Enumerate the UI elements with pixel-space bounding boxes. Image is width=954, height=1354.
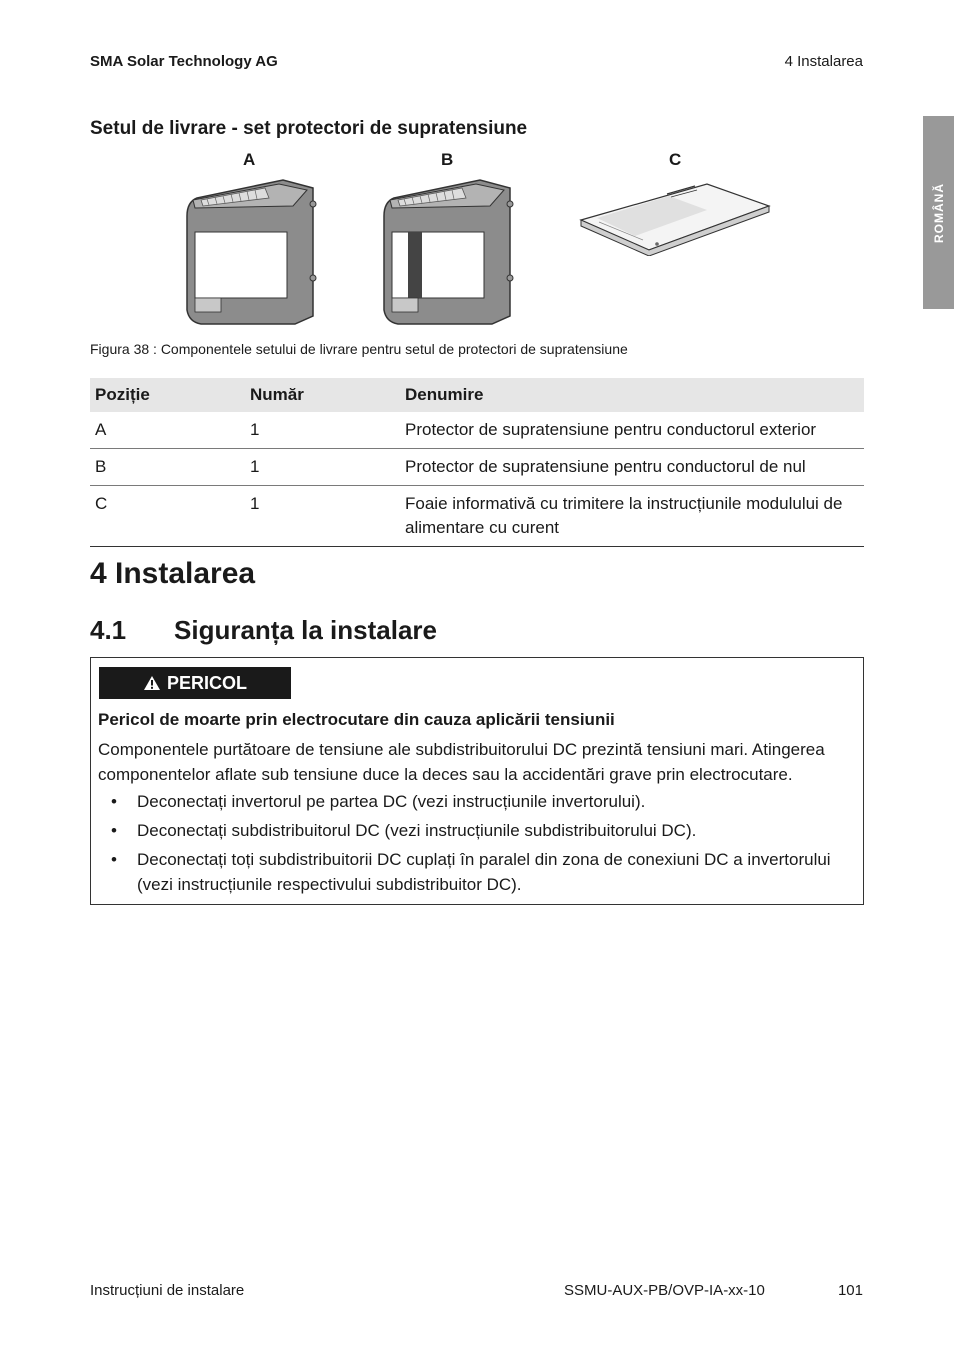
warning-triangle-icon	[143, 675, 161, 691]
table-row	[90, 486, 864, 547]
footer-doc-type: Instrucțiuni de instalare	[90, 1282, 245, 1299]
list-item-text: Deconectați invertorul pe partea DC (vezi instrucțiunile invertorului).	[137, 792, 646, 811]
danger-notice	[90, 657, 864, 905]
column-header-designation: Denumire	[400, 378, 864, 412]
parts-table	[90, 378, 864, 547]
bullet: •	[111, 850, 117, 869]
surge-protector-neutral-illustration	[380, 176, 515, 326]
figure-label-a: A	[243, 150, 256, 169]
footer-doc-code: SSMU-AUX-PB/OVP-IA-xx-10	[564, 1282, 765, 1299]
header-company: SMA Solar Technology AG	[90, 53, 278, 70]
scope-of-delivery-title: Setul de livrare - set protectori de supratensiune	[90, 118, 528, 139]
figure-label-c: C	[669, 150, 682, 169]
table-cell-position: B	[90, 449, 245, 486]
section-number: 4.1	[90, 615, 127, 645]
column-header-quantity: Număr	[245, 378, 400, 412]
surge-protector-outer-illustration	[183, 176, 318, 326]
table-cell-quantity: 1	[245, 449, 400, 486]
figure-label-b: B	[441, 150, 454, 169]
section-title: Siguranța la instalare	[174, 615, 437, 645]
danger-title: Pericol de moarte prin electrocutare din cauza aplicării tensiunii	[98, 710, 615, 729]
table-cell-quantity: 1	[245, 486, 400, 547]
language-tab	[923, 116, 954, 309]
column-header-position: Poziție	[90, 378, 245, 412]
information-leaflet-illustration	[577, 180, 773, 256]
table-cell-designation: Foaie informativă cu trimitere la instrucțiunile modulului de alimentare cu curent	[400, 486, 864, 547]
danger-badge-label: PERICOL	[166, 672, 247, 693]
table-cell-position: A	[90, 412, 245, 449]
list-item	[98, 818, 858, 843]
section-heading	[90, 615, 437, 646]
chapter-title: 4 Instalarea	[90, 557, 256, 590]
danger-badge	[99, 667, 291, 699]
danger-description: Componentele purtătoare de tensiune ale subdistribuitorului DC prezintă tensiuni mari. Atingerea componentelor aflate sub tensiune duce la deces sau la accidentări grave prin electrocutare.	[98, 740, 825, 784]
bullet: •	[111, 821, 117, 840]
list-item	[98, 789, 858, 814]
footer-page-number: 101	[837, 1282, 863, 1299]
list-item-text: Deconectați toți subdistribuitorii DC cuplați în paralel din zona de conexiuni DC a invertorului (vezi instrucțiunile respectivului subdistribuitor DC).	[137, 850, 831, 894]
table-cell-position: C	[90, 486, 245, 547]
figure-caption: Figura 38 : Componentele setului de livrare pentru setul de protectori de supratensiune	[90, 341, 628, 357]
danger-steps-list	[98, 789, 858, 901]
table-cell-designation: Protector de supratensiune pentru conductorul exterior	[400, 412, 864, 449]
table-cell-designation: Protector de supratensiune pentru conductorul de nul	[400, 449, 864, 486]
list-item	[98, 847, 858, 897]
table-header-row	[90, 378, 864, 412]
header-chapter: 4 Instalarea	[784, 53, 863, 70]
table-row	[90, 449, 864, 486]
table-row	[90, 412, 864, 449]
bullet: •	[111, 792, 117, 811]
language-tab-label: ROMÂNĂ	[931, 182, 946, 243]
table-cell-quantity: 1	[245, 412, 400, 449]
list-item-text: Deconectați subdistribuitorul DC (vezi instrucțiunile subdistribuitorului DC).	[137, 821, 697, 840]
